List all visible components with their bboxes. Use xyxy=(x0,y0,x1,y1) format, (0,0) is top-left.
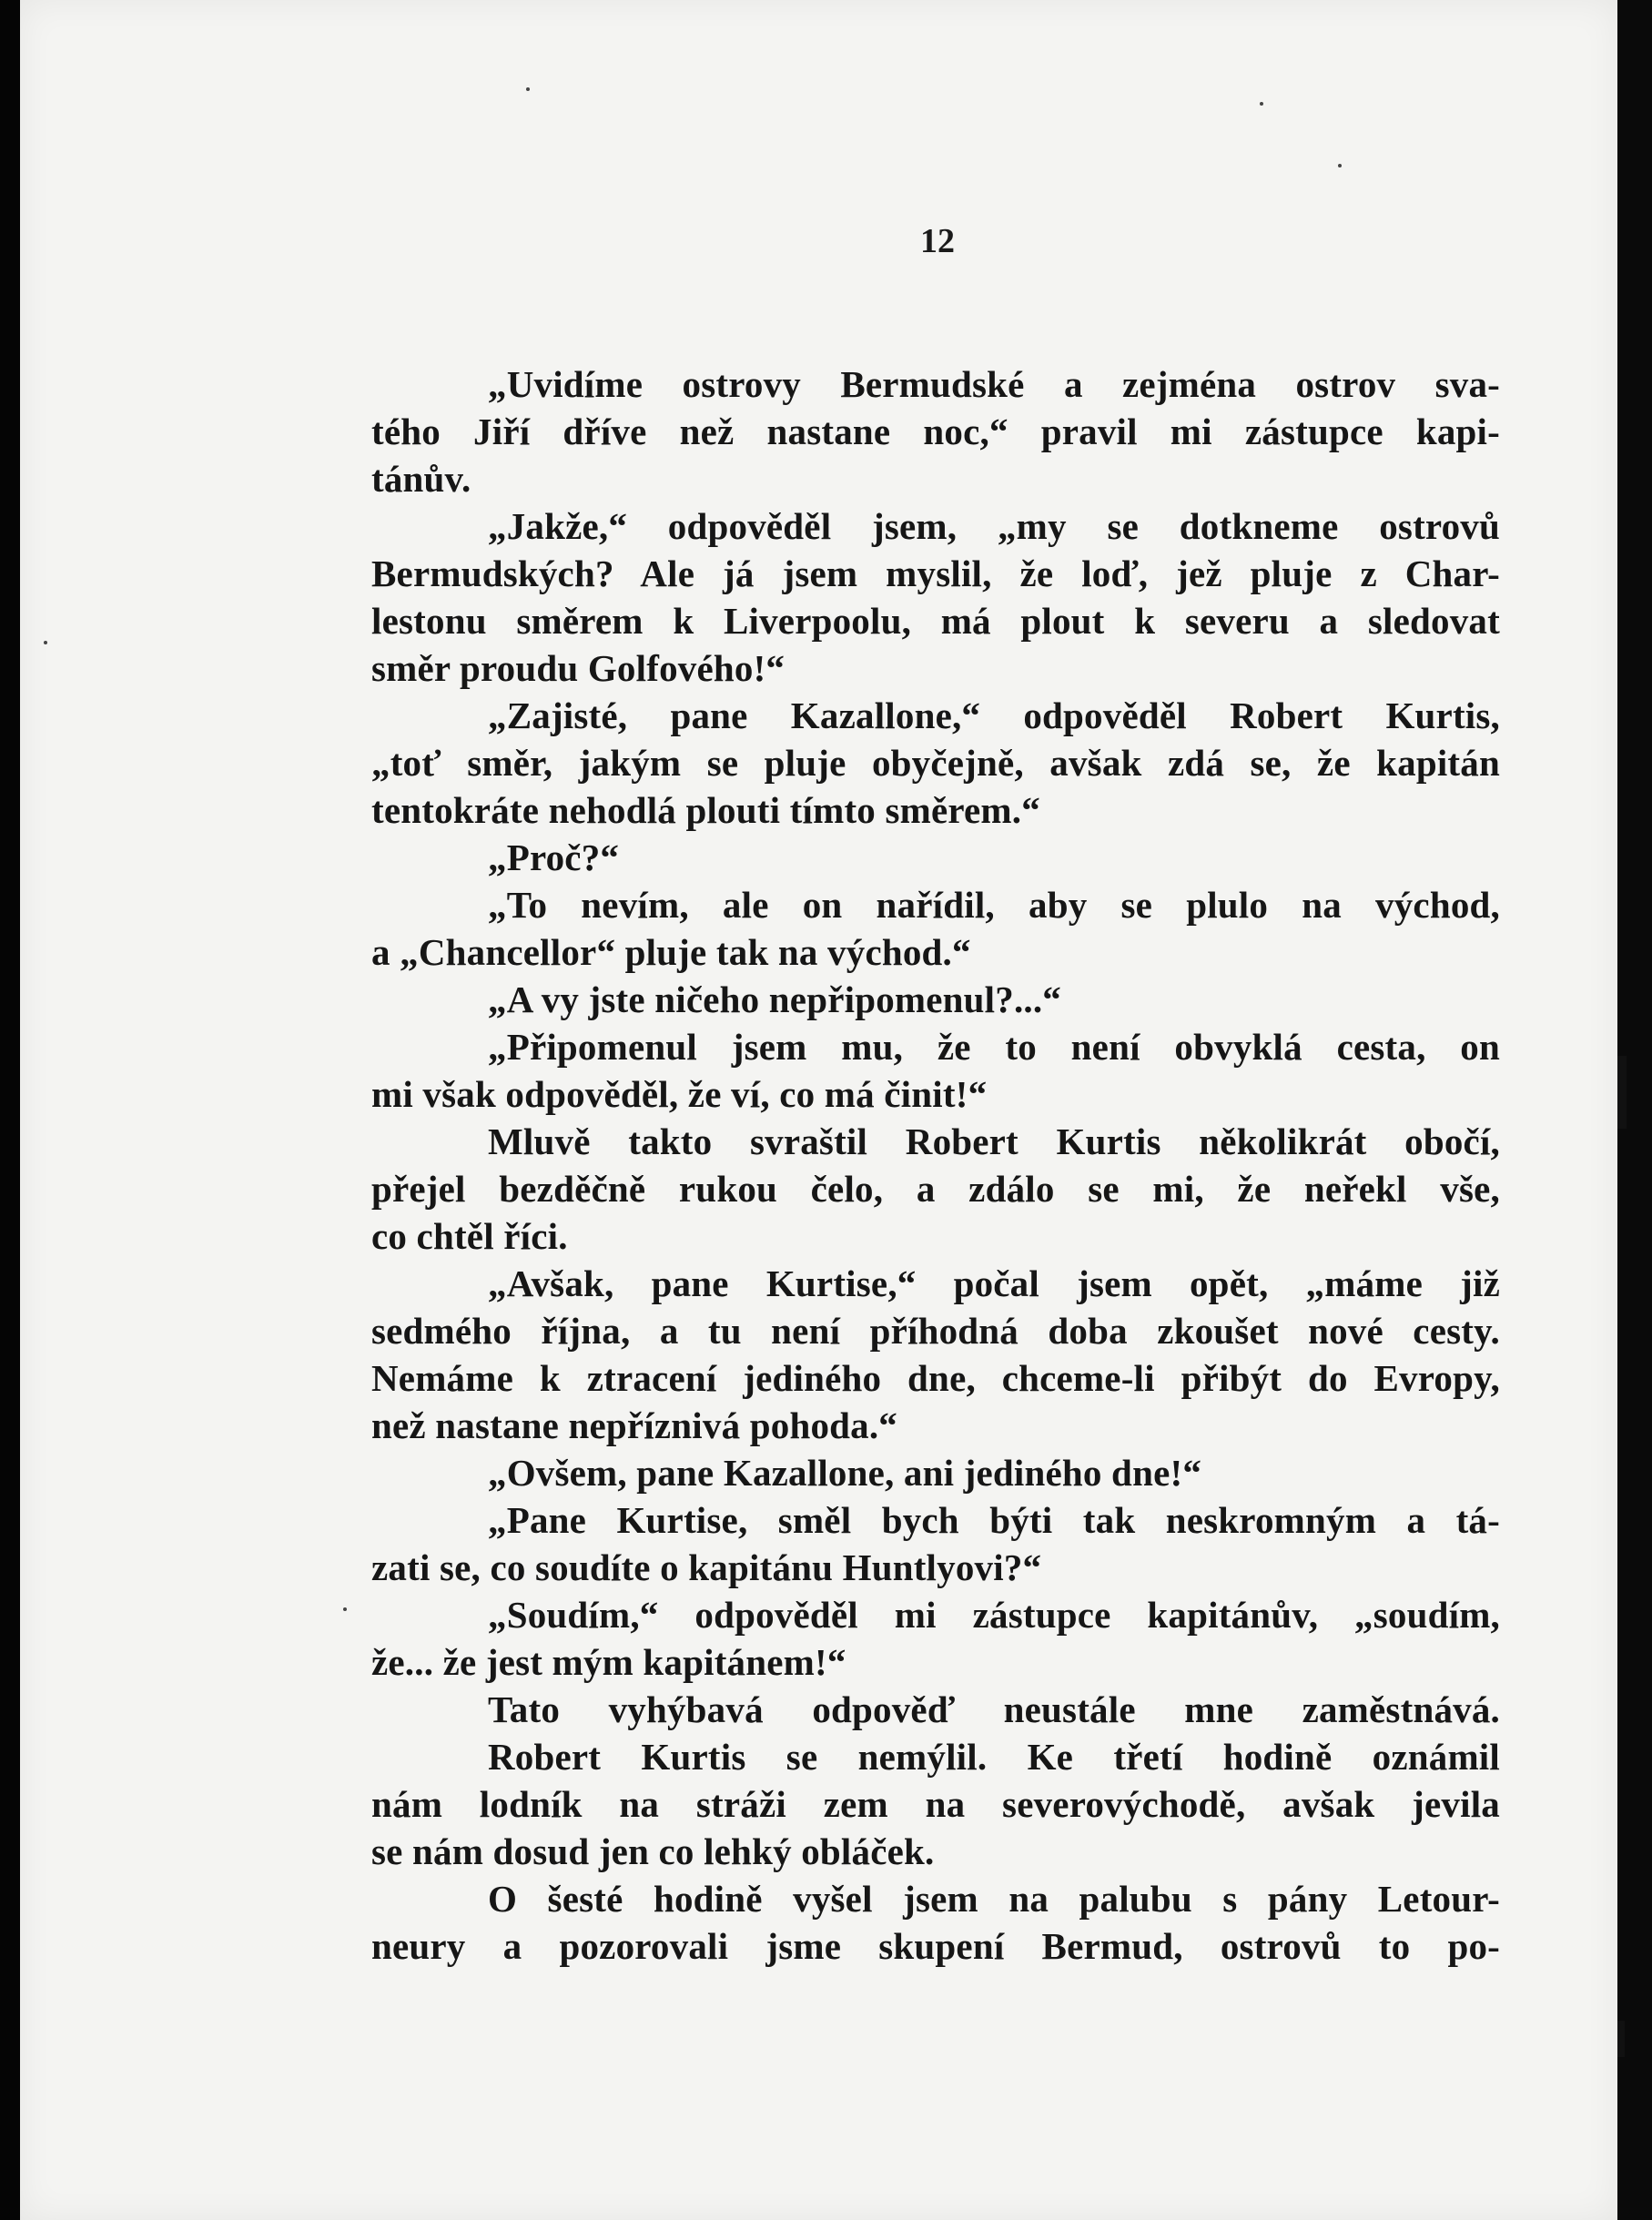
text-line: „Jakže,“ odpověděl jsem, „my se dotkneme ostrovů xyxy=(488,505,1500,547)
text-line: než nastane nepříznivá pohoda.“ xyxy=(371,1404,897,1446)
scan-speck xyxy=(44,641,47,644)
text-line: „A vy jste ničeho nepřipomenul?...“ xyxy=(488,978,1061,1020)
body-text xyxy=(371,360,1500,1970)
text-line: „Proč?“ xyxy=(488,836,620,878)
text-line: Bermudských? Ale já jsem myslil, že loď, jež pluje z Char- xyxy=(371,552,1500,594)
page-number: 12 xyxy=(920,222,955,260)
text-line: tentokráte nehodlá plouti tímto směrem.“ xyxy=(371,789,1040,831)
text-line: nám lodník na stráži zem na severovýchodě, avšak jevila xyxy=(371,1783,1500,1825)
text-line: Robert Kurtis se nemýlil. Ke třetí hodině oznámil xyxy=(488,1736,1500,1778)
text-line: co chtěl říci. xyxy=(371,1215,568,1257)
text-line: „Pane Kurtise, směl bych býti tak neskromným a tá- xyxy=(488,1499,1500,1541)
text-line: neury a pozorovali jsme skupení Bermud, ostrovů to po- xyxy=(371,1925,1500,1967)
text-line: „Uvidíme ostrovy Bermudské a zejména ostrov sva- xyxy=(488,363,1500,405)
text-line: tého Jiří dříve než nastane noc,“ pravil mi zástupce kapi- xyxy=(371,411,1500,452)
text-line: že... že jest mým kapitánem!“ xyxy=(371,1641,846,1683)
scan-speck xyxy=(1260,102,1263,106)
text-line: Nemáme k ztracení jediného dne, chceme-li přibýt do Evropy, xyxy=(371,1357,1500,1399)
text-line: „Ovšem, pane Kazallone, ani jediného dne!“ xyxy=(488,1452,1202,1494)
text-line: „Zajisté, pane Kazallone,“ odpověděl Robert Kurtis, xyxy=(488,694,1500,736)
text-line: „Avšak, pane Kurtise,“ počal jsem opět, „máme již xyxy=(488,1262,1500,1304)
text-line: sedmého října, a tu není příhodná doba zkoušet nové cesty. xyxy=(371,1310,1500,1352)
text-line: „toť směr, jakým se pluje obyčejně, avšak zdá se, že kapitán xyxy=(371,742,1500,784)
scan-speck xyxy=(1338,164,1342,167)
text-line: Tato vyhýbavá odpověď neustále mne zaměstnává. xyxy=(488,1688,1500,1730)
scan-border xyxy=(1617,0,1652,2220)
text-line: směr proudu Golfového!“ xyxy=(371,647,785,689)
text-line: Mluvě takto svraštil Robert Kurtis několikrát obočí, xyxy=(488,1120,1500,1162)
text-line: zati se, co soudíte o kapitánu Huntlyovi?“ xyxy=(371,1546,1042,1588)
text-line: „Soudím,“ odpověděl mi zástupce kapitánův, „soudím, xyxy=(488,1594,1500,1636)
text-line: mi však odpověděl, že ví, co má činit!“ xyxy=(371,1073,988,1115)
text-line: se nám dosud jen co lehký obláček. xyxy=(371,1830,935,1872)
scan-border-mark xyxy=(1617,2021,1625,2057)
scan-speck xyxy=(526,87,530,91)
text-line: tánův. xyxy=(371,458,471,500)
text-line: a „Chancellor“ pluje tak na východ.“ xyxy=(371,931,971,973)
book-page xyxy=(20,0,1617,2220)
text-line: lestonu směrem k Liverpoolu, má plout k severu a sledovat xyxy=(371,600,1500,642)
text-line: „To nevím, ale on nařídil, aby se plulo na východ, xyxy=(488,884,1500,926)
scan-border-mark xyxy=(1617,1056,1627,1129)
scan-speck xyxy=(343,1607,347,1611)
text-line: O šesté hodině vyšel jsem na palubu s pány Letour- xyxy=(488,1878,1500,1920)
text-line: „Připomenul jsem mu, že to není obvyklá cesta, on xyxy=(488,1026,1500,1068)
text-line: přejel bezděčně rukou čelo, a zdálo se mi, že neřekl vše, xyxy=(371,1168,1500,1210)
